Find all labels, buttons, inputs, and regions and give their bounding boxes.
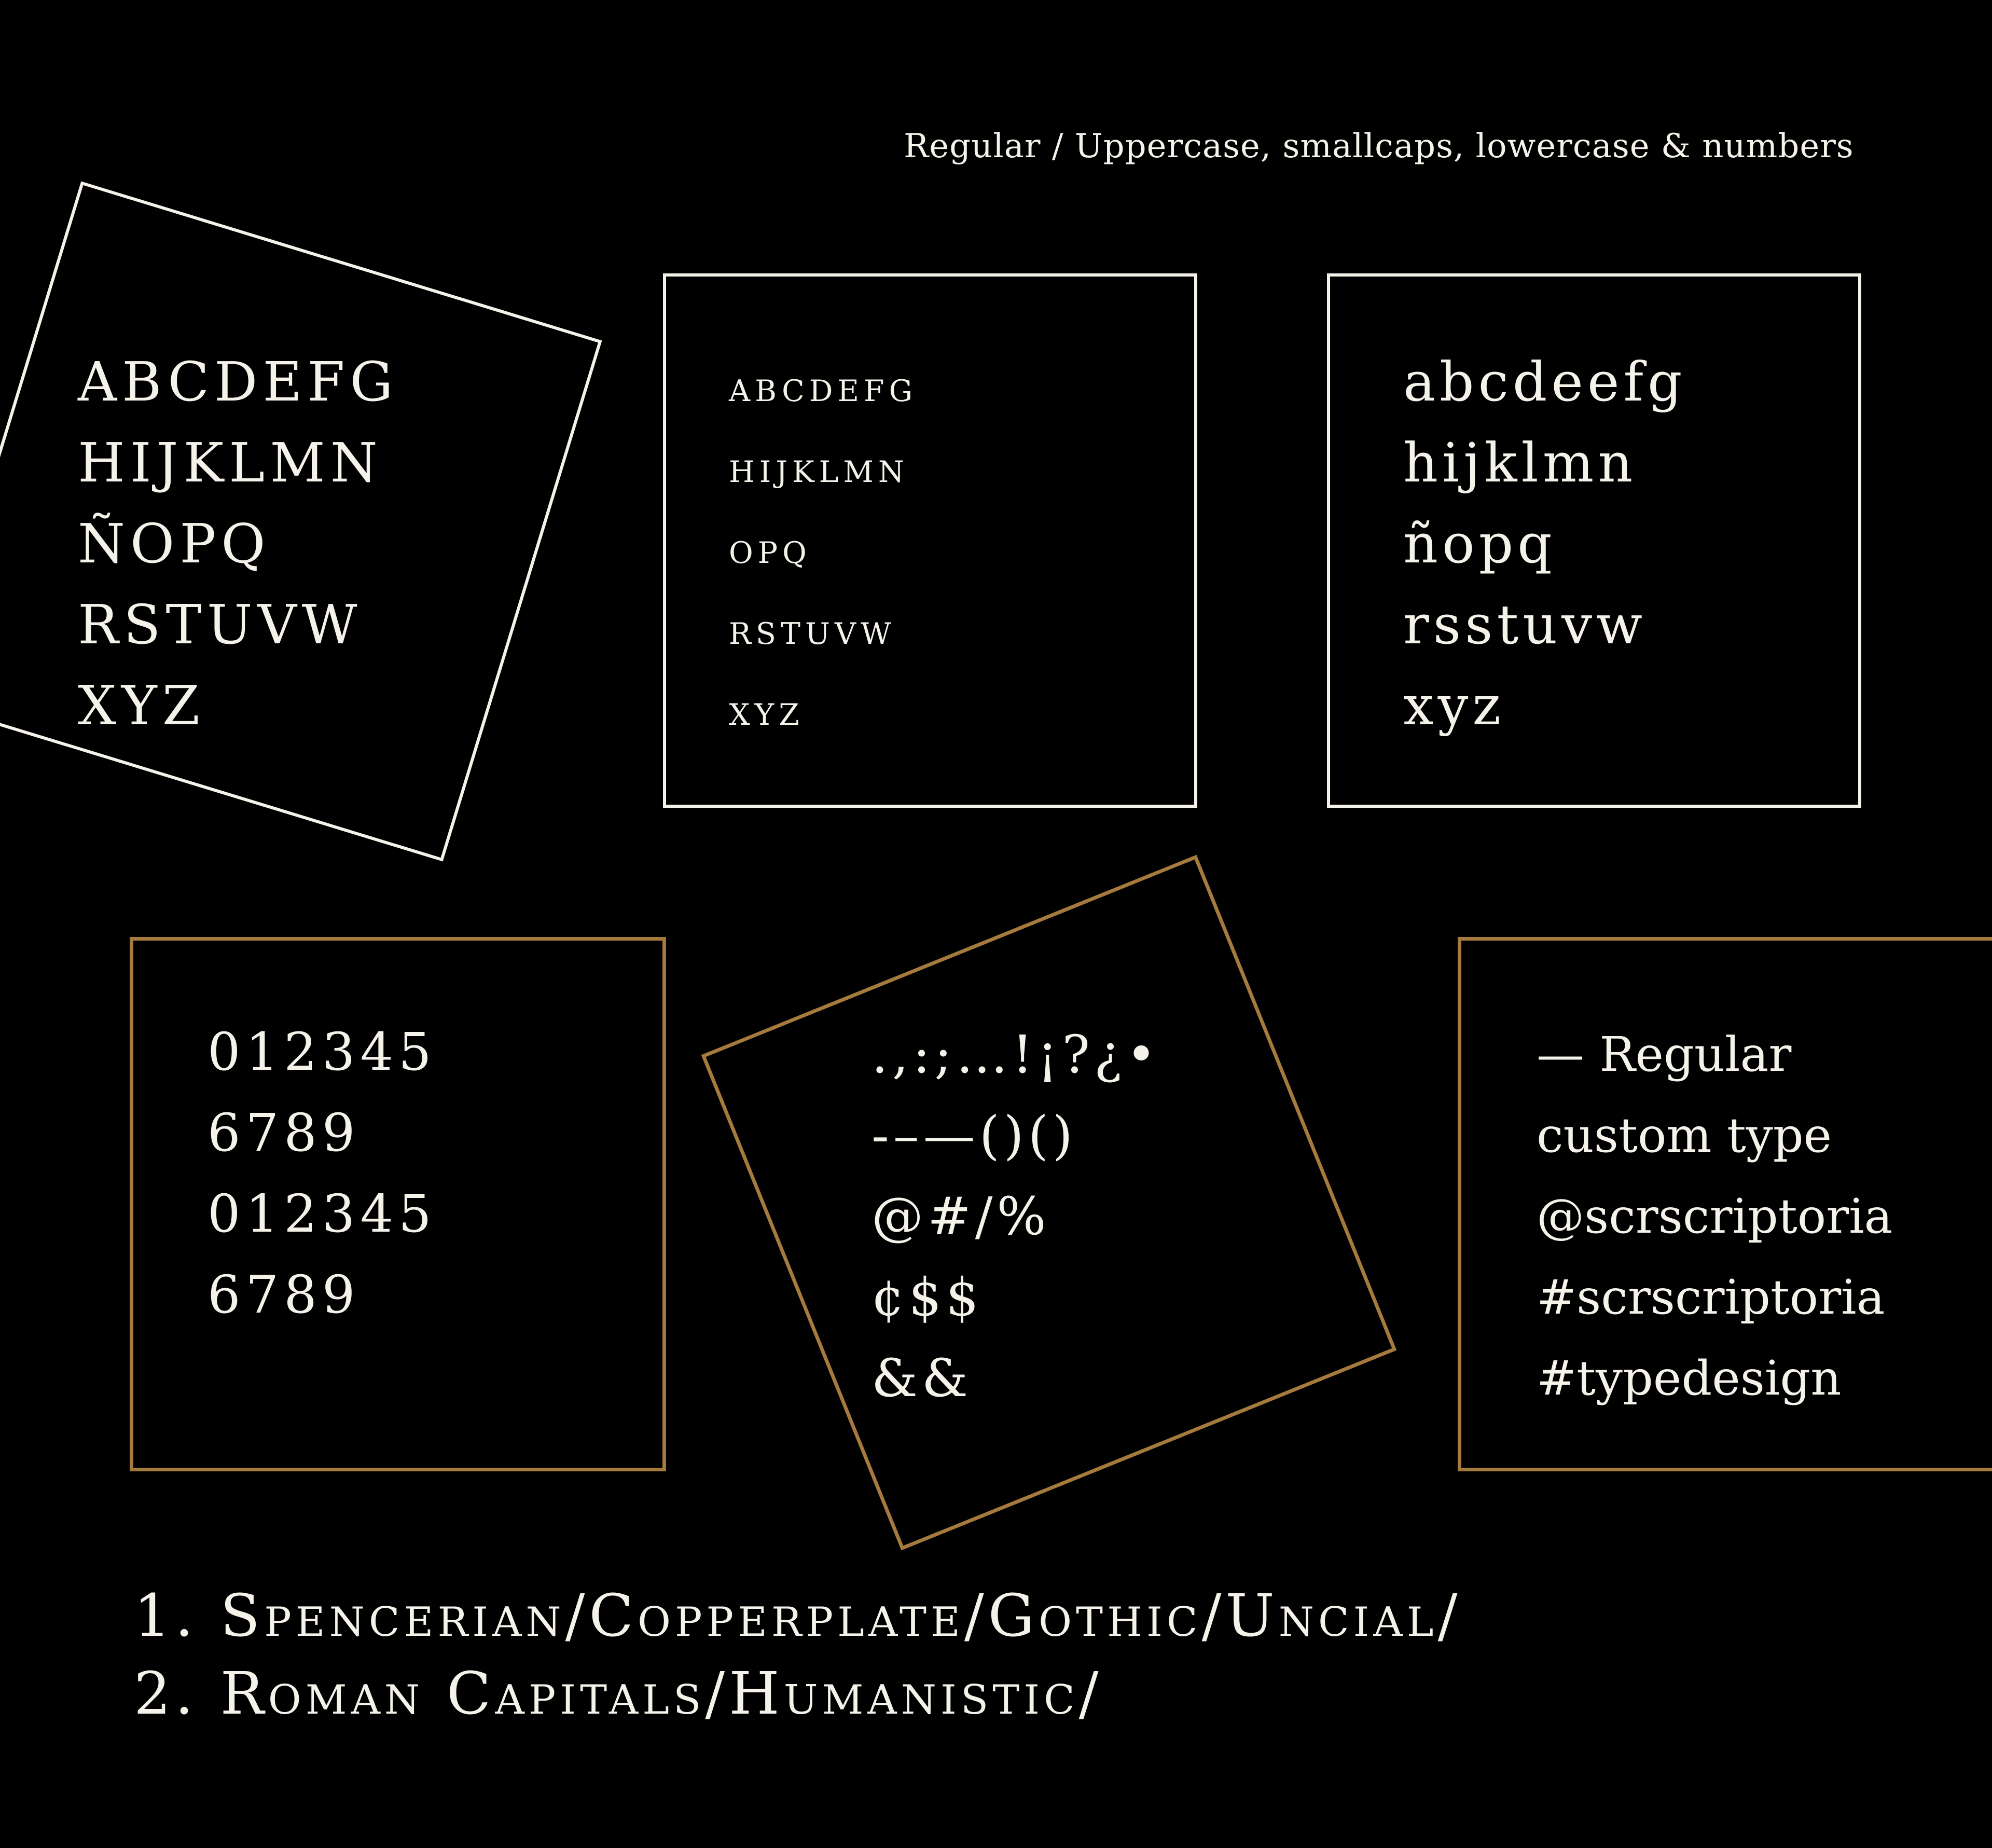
punctuation-glyphs <box>872 1014 1161 1419</box>
lowercase-line: xyz <box>1403 674 1505 737</box>
smallcaps-line: xyz <box>729 686 804 735</box>
numbers-glyphs <box>208 1012 437 1335</box>
punctuation-line: ¢$$ <box>872 1267 983 1328</box>
punctuation-line: && <box>872 1348 973 1409</box>
numbers-line: 6789 <box>208 1102 361 1163</box>
smallcaps-glyphs <box>729 347 917 751</box>
info-line: — Regular <box>1537 1027 1792 1082</box>
lowercase-line: hijklmn <box>1403 431 1637 494</box>
page-caption: Regular / Uppercase, smallcaps, lowercase & numbers <box>904 127 1854 166</box>
style-list-item: 2. Roman Capitals/Humanistic/ <box>134 1660 1103 1728</box>
uppercase-line: HIJKLMN <box>78 431 383 494</box>
style-list <box>134 1577 1461 1733</box>
smallcaps-line: hijklmn <box>729 443 909 492</box>
smallcaps-line: opq <box>729 524 811 573</box>
info-line: #scrscriptoria <box>1537 1270 1885 1325</box>
punctuation-line: -–—()() <box>872 1105 1077 1166</box>
uppercase-glyphs <box>78 341 398 746</box>
info-line: custom type <box>1537 1108 1832 1163</box>
smallcaps-line: rstuvw <box>729 605 896 654</box>
lowercase-line: abcdeefg <box>1403 350 1686 413</box>
uppercase-line: ABCDEFG <box>78 350 398 413</box>
numbers-line: 012345 <box>208 1183 437 1244</box>
punctuation-line: .,:;…!¡?¿• <box>872 1024 1161 1085</box>
uppercase-line: ÑOPQ <box>78 512 271 575</box>
numbers-line: 6789 <box>208 1264 361 1325</box>
lowercase-line: ñopq <box>1403 512 1556 575</box>
lowercase-glyphs <box>1403 341 1686 746</box>
style-list-item: 1. Spencerian/Copperplate/Gothic/Uncial/ <box>134 1582 1462 1650</box>
numbers-line: 012345 <box>208 1022 437 1082</box>
uppercase-line: RSTUVW <box>78 593 363 656</box>
smallcaps-line: abcdefg <box>729 362 918 411</box>
info-line: #typedesign <box>1537 1350 1842 1406</box>
info-line: @scrscriptoria <box>1537 1189 1893 1244</box>
punctuation-line: @#/% <box>872 1186 1050 1247</box>
info-text <box>1537 1014 1892 1419</box>
lowercase-line: rsstuvw <box>1403 593 1647 656</box>
uppercase-line: XYZ <box>78 674 205 737</box>
